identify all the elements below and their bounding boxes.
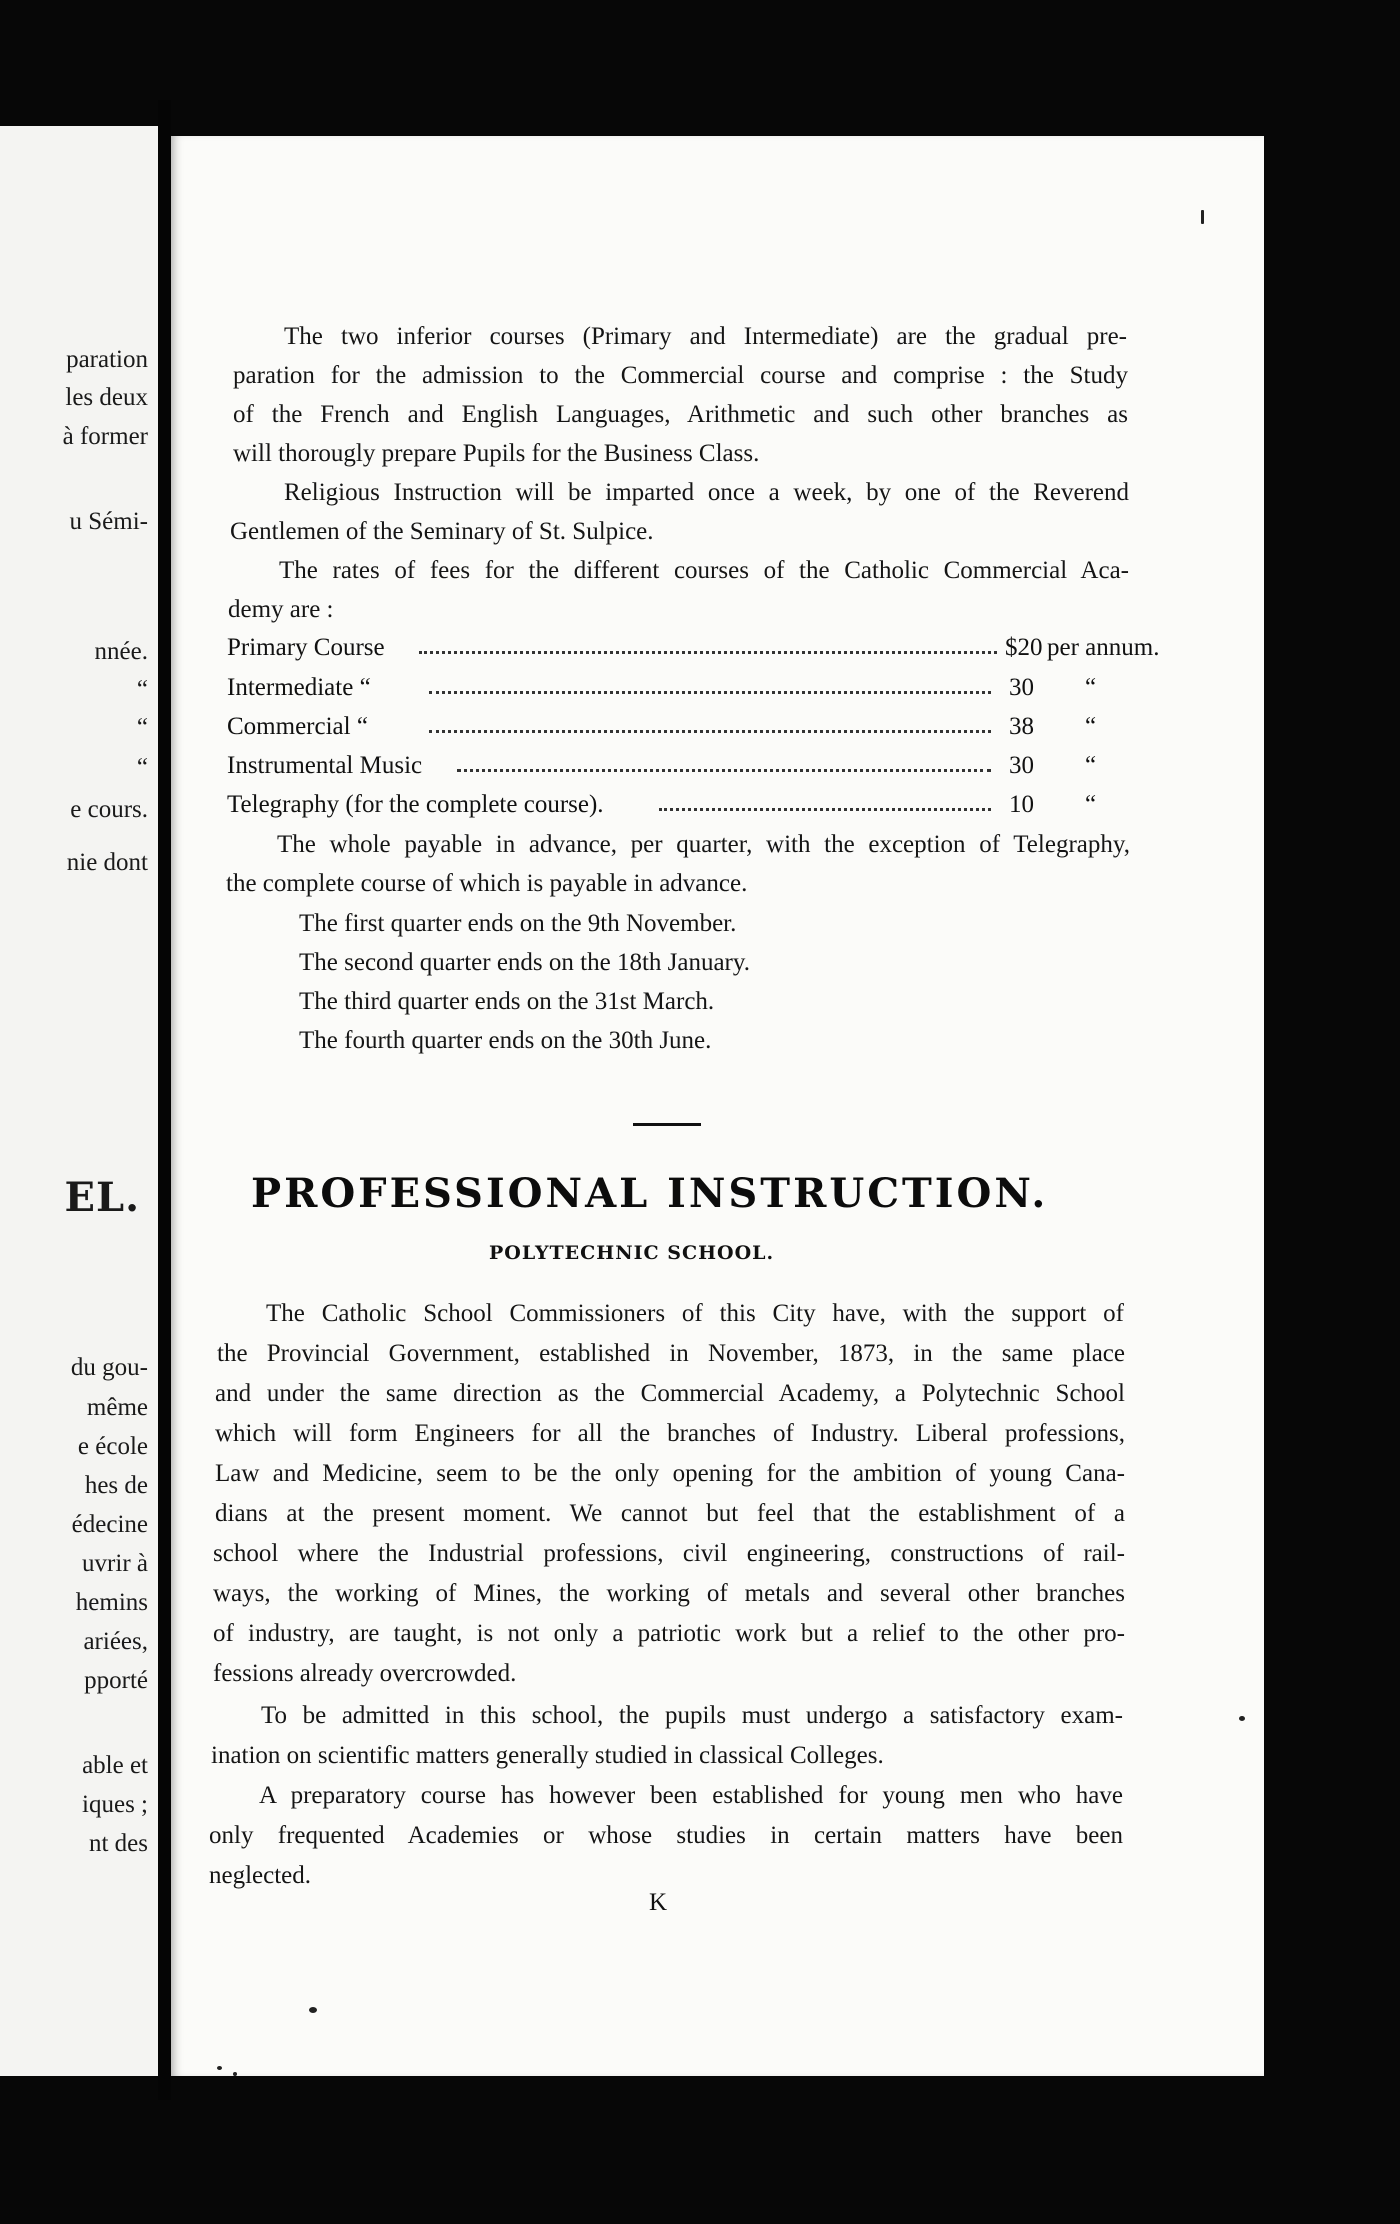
paragraph-line: The two inferior courses (Primary and Intermediate) are the gradual pre-	[284, 323, 1127, 350]
leader-dots	[419, 651, 997, 654]
left-fragment: uvrir à	[82, 1550, 148, 1577]
fee-course: Commercial “	[227, 713, 368, 740]
paragraph-line: will thorougly prepare Pupils for the Business Class.	[233, 440, 760, 467]
leader-dots	[429, 730, 991, 733]
signature-mark: K	[649, 1889, 668, 1916]
paragraph-line: ways, the working of Mines, the working of metals and several other branches	[213, 1580, 1125, 1607]
left-fragment: nie dont	[66, 849, 148, 876]
leader-dots	[659, 808, 991, 811]
section-subtitle: POLYTECHNIC SCHOOL.	[489, 1242, 775, 1264]
paragraph-line: the complete course of which is payable in advance.	[226, 870, 748, 897]
paragraph-line: To be admitted in this school, the pupils must undergo a satisfactory exam-	[261, 1702, 1123, 1729]
fee-amount: 38	[1009, 713, 1034, 740]
left-fragment: able et	[82, 1752, 148, 1779]
quarter-line: The second quarter ends on the 18th January.	[299, 949, 751, 976]
paragraph-line: ination on scientific matters generally studied in classical Colleges.	[211, 1742, 884, 1769]
left-fragment: même	[86, 1394, 148, 1421]
paragraph-line: neglected.	[209, 1862, 312, 1889]
left-fragment: “	[136, 754, 148, 781]
paragraph-line: which will form Engineers for all the branches of Industry. Liberal professions,	[215, 1420, 1125, 1447]
fee-amount: $20	[1005, 634, 1043, 661]
left-fragment: u Sémi-	[69, 508, 148, 535]
scan-speck	[217, 2066, 222, 2070]
paragraph-line: Law and Medicine, seem to be the only opening for the ambition of young Cana-	[215, 1460, 1125, 1487]
paragraph-line: school where the Industrial professions, civil engineering, constructions of rail-	[213, 1540, 1125, 1567]
left-fragment: “	[136, 714, 148, 741]
fee-unit: “	[1085, 674, 1097, 701]
fee-course: Primary Course	[227, 634, 385, 661]
fee-row	[227, 789, 1117, 821]
section-title: PROFESSIONAL INSTRUCTION.	[251, 1170, 1049, 1217]
left-fragment: e école	[77, 1433, 148, 1460]
fee-unit: “	[1085, 791, 1097, 818]
paragraph-line: The whole payable in advance, per quarter, with the exception of Telegraphy,	[277, 831, 1130, 858]
left-fragment-heading: EL.	[64, 1174, 140, 1221]
paragraph-line: Gentlemen of the Seminary of St. Sulpice.	[230, 518, 654, 545]
fee-row	[227, 750, 1117, 782]
left-fragment: à former	[62, 423, 148, 450]
left-fragment: hemins	[75, 1589, 148, 1616]
fee-amount: 30	[1009, 674, 1034, 701]
fee-row	[227, 711, 1117, 743]
fee-unit: per annum.	[1047, 634, 1160, 661]
paragraph-line: A preparatory course has however been established for young men who have	[259, 1782, 1123, 1809]
separator-rule	[633, 1123, 701, 1126]
fee-amount: 30	[1009, 752, 1034, 779]
paragraph-line: of industry, are taught, is not only a patriotic work but a relief to the other pro-	[213, 1620, 1125, 1647]
scan-speck	[309, 2007, 317, 2013]
paragraph-line: fessions already overcrowded.	[213, 1660, 517, 1687]
paragraph-line: the Provincial Government, established in November, 1873, in the same place	[217, 1340, 1125, 1367]
leader-dots	[457, 769, 991, 772]
left-fragment: pporté	[84, 1667, 148, 1694]
fee-course: Intermediate “	[227, 674, 371, 701]
left-fragment: du gou-	[70, 1354, 148, 1381]
scan-speck	[233, 2072, 237, 2076]
fee-course: Instrumental Music	[227, 752, 423, 779]
paragraph-line: paration for the admission to the Commercial course and comprise : the Study	[233, 362, 1128, 389]
left-fragment: édecine	[71, 1511, 148, 1538]
paragraph-line: of the French and English Languages, Arithmetic and such other branches as	[233, 401, 1128, 428]
paragraph-line: Religious Instruction will be imparted once a week, by one of the Reverend	[284, 479, 1129, 506]
left-fragment: “	[136, 676, 148, 703]
page-gutter	[158, 100, 171, 2100]
paragraph-line: dians at the present moment. We cannot but feel that the establishment of a	[215, 1500, 1125, 1527]
left-fragment: nt des	[88, 1830, 148, 1857]
left-fragment: paration	[66, 346, 148, 373]
left-fragment: iques ;	[82, 1791, 148, 1818]
paragraph-line: and under the same direction as the Commercial Academy, a Polytechnic School	[215, 1380, 1125, 1407]
quarter-line: The first quarter ends on the 9th November.	[299, 910, 737, 937]
leader-dots	[429, 691, 991, 694]
scan-speck	[1201, 210, 1204, 224]
paragraph-line: The rates of fees for the different courses of the Catholic Commercial Aca-	[279, 557, 1129, 584]
paragraph-line: only frequented Academies or whose studies in certain matters have been	[209, 1822, 1123, 1849]
fee-row	[227, 632, 1160, 664]
paragraph-line: The Catholic School Commissioners of this City have, with the support of	[266, 1300, 1124, 1327]
quarter-line: The third quarter ends on the 31st March.	[299, 988, 715, 1015]
scan-speck	[1239, 1716, 1245, 1721]
quarter-line: The fourth quarter ends on the 30th June.	[299, 1027, 712, 1054]
left-fragment: nnée.	[94, 638, 148, 665]
fee-unit: “	[1085, 713, 1097, 740]
main-page	[171, 136, 1264, 2076]
fee-course: Telegraphy (for the complete course).	[227, 791, 604, 818]
left-fragment: hes de	[84, 1472, 148, 1499]
left-fragment: ariées,	[83, 1628, 148, 1655]
paragraph-line: demy are :	[228, 596, 334, 623]
left-page-strip	[0, 126, 158, 2076]
fee-row	[227, 672, 1117, 704]
left-fragment: les deux	[65, 384, 148, 411]
left-fragment: e cours.	[70, 796, 148, 823]
fee-amount: 10	[1009, 791, 1034, 818]
fee-unit: “	[1085, 752, 1097, 779]
